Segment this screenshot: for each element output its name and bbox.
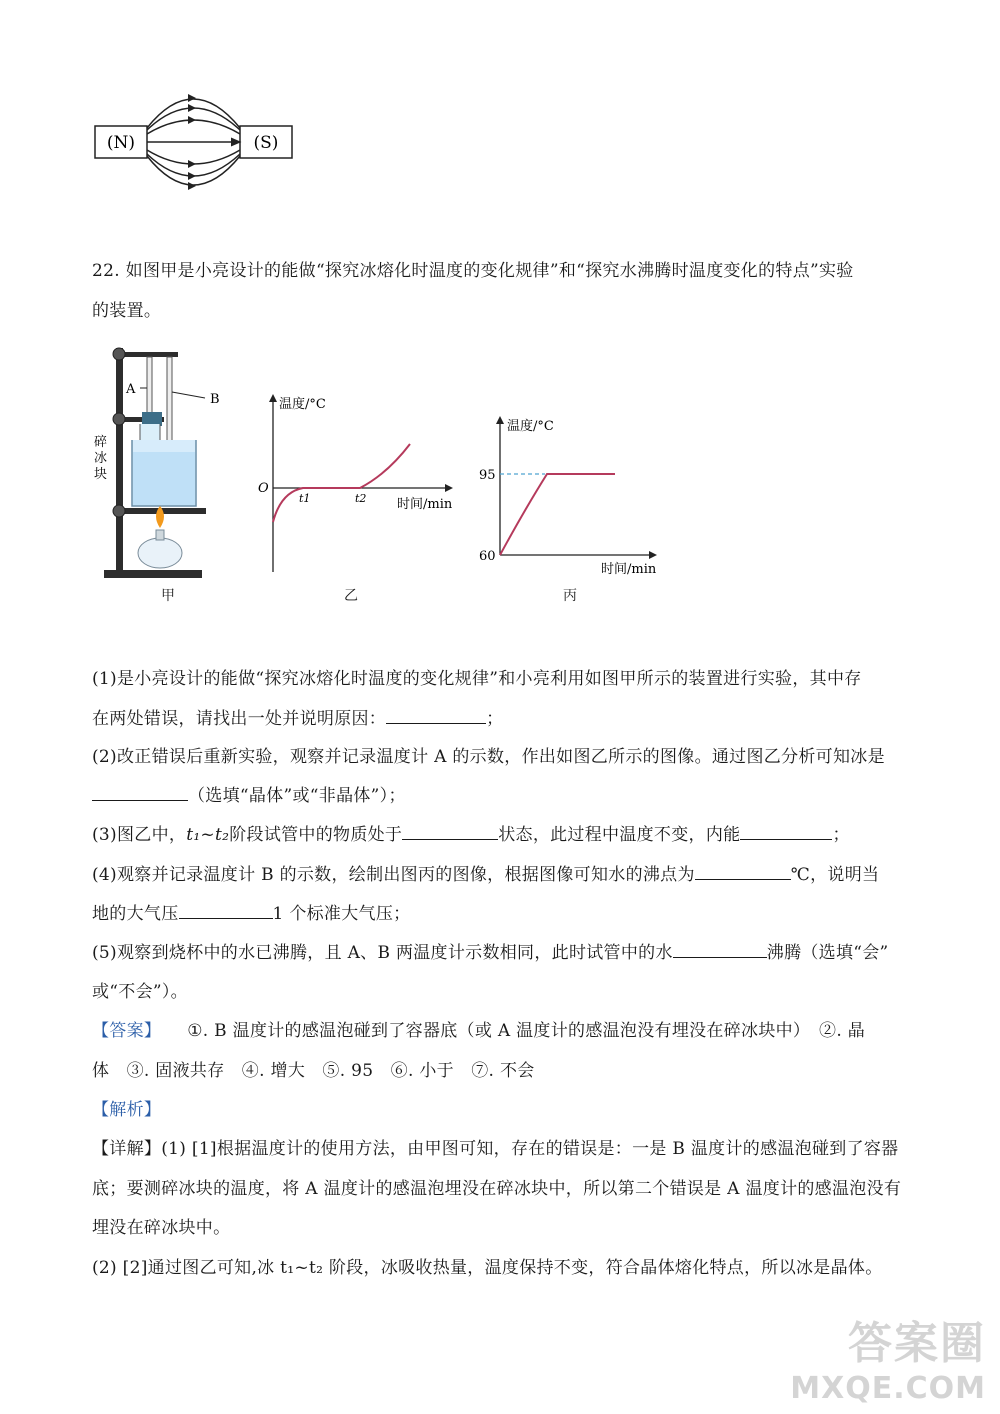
label-a: A [126,382,136,397]
answer-blank-4[interactable] [740,821,832,840]
watermark-top: 答案圈 [848,1318,986,1369]
s-label: (S) [253,133,279,153]
yi-t2: t2 [355,492,367,505]
label-ice-2: 冰 [94,451,108,466]
caption-jia: 甲 [161,588,175,604]
answer-blank-5[interactable] [695,861,791,880]
answer-blank-2[interactable] [92,782,188,801]
caption-yi: 乙 [344,588,358,604]
yi-xlabel: 时间/min [397,497,453,512]
answer-blank-6[interactable] [179,900,273,919]
q3-line: (3)图乙中，t₁~t₂阶段试管中的物质处于 状态，此过程中温度不变，内能 ； [92,820,850,845]
melting-curve [273,444,410,522]
detail-line-2: 底；要测碎冰块的温度，将 A 温度计的感温泡埋没在碎冰块中，所以第二个错误是 A 温度计的感温泡没有 [92,1179,902,1199]
bing-xlabel: 时间/min [601,562,657,577]
bing-tick-95: 95 [479,468,496,483]
label-ice-1: 碎 [94,435,108,450]
caption-bing: 丙 [563,588,577,604]
melting-chart [255,392,465,577]
q4-line-1: (4)观察并记录温度计 B 的示数，绘制出图丙的图像，根据图像可知水的沸点为 ℃，说明当 [92,860,879,885]
question-line-1: 22. 如图甲是小亮设计的能做“探究冰熔化时温度的变化规律”和“探究水沸腾时温度变化的特点”实验 [92,261,854,281]
yi-ylabel: 温度/°C [279,397,326,412]
boiling-curve [500,474,615,555]
n-label: (N) [106,133,136,153]
answer-blank-7[interactable] [673,939,767,958]
q1-line-2: 在两处错误，请找出一处并说明原因： ； [92,704,503,729]
analysis-tag: 【解析】 [92,1100,162,1120]
boiling-chart [475,414,665,579]
yi-origin: O [258,481,269,496]
magnet-field-diagram [92,78,302,208]
watermark-bottom: MXQE.COM [790,1371,986,1406]
q2-line-2: （选填“晶体”或“非晶体”）； [92,781,406,806]
detail-line-1: 【详解】(1) [1]根据温度计的使用方法，由甲图可知，存在的错误是：一是 B 温度计的感温泡碰到了容器 [92,1139,899,1159]
q1-line-1: (1)是小亮设计的能做“探究冰熔化时温度的变化规律”和小亮利用如图甲所示的装置进行实验，其中存 [92,669,862,689]
bing-ylabel: 温度/°C [507,419,554,434]
answer-line-1: 【答案】 ①. B 温度计的感温泡碰到了容器底（或 A 温度计的感温泡没有埋没在碎冰块中） ②. 晶 [92,1021,866,1041]
answer-blank-3[interactable] [402,821,498,840]
question-line-2: 的装置。 [92,301,162,321]
q5-line-2: 或“不会”）。 [92,982,188,1002]
q4-line-2: 地的大气压 1 个标准大气压； [92,899,410,924]
q5-line-1: (5)观察到烧杯中的水已沸腾，且 A、B 两温度计示数相同，此时试管中的水 沸腾（选填“会” [92,938,889,963]
watermark [790,1307,986,1406]
answer-line-2: 体 ③. 固液共存 ④. 增大 ⑤. 95 ⑥. 小于 ⑦. 不会 [92,1061,535,1081]
answer-blank-1[interactable] [386,705,486,724]
label-b: B [210,392,220,407]
label-ice-3: 块 [94,467,108,482]
detail-line-4: (2) [2]通过图乙可知,冰 t₁~t₂ 阶段，冰吸收热量，温度保持不变，符合晶体熔化特点，所以冰是晶体。 [92,1258,883,1278]
detail-line-3: 埋没在碎冰块中。 [92,1218,231,1238]
yi-t1: t1 [299,492,311,505]
apparatus-figure [92,340,232,590]
q2-line-1: (2)改正错误后重新实验，观察并记录温度计 A 的示数，作出如图乙所示的图像。通过图乙分析可知冰是 [92,747,885,767]
answer-tag: 【答案】 [92,1021,162,1041]
bing-tick-60: 60 [479,549,496,564]
